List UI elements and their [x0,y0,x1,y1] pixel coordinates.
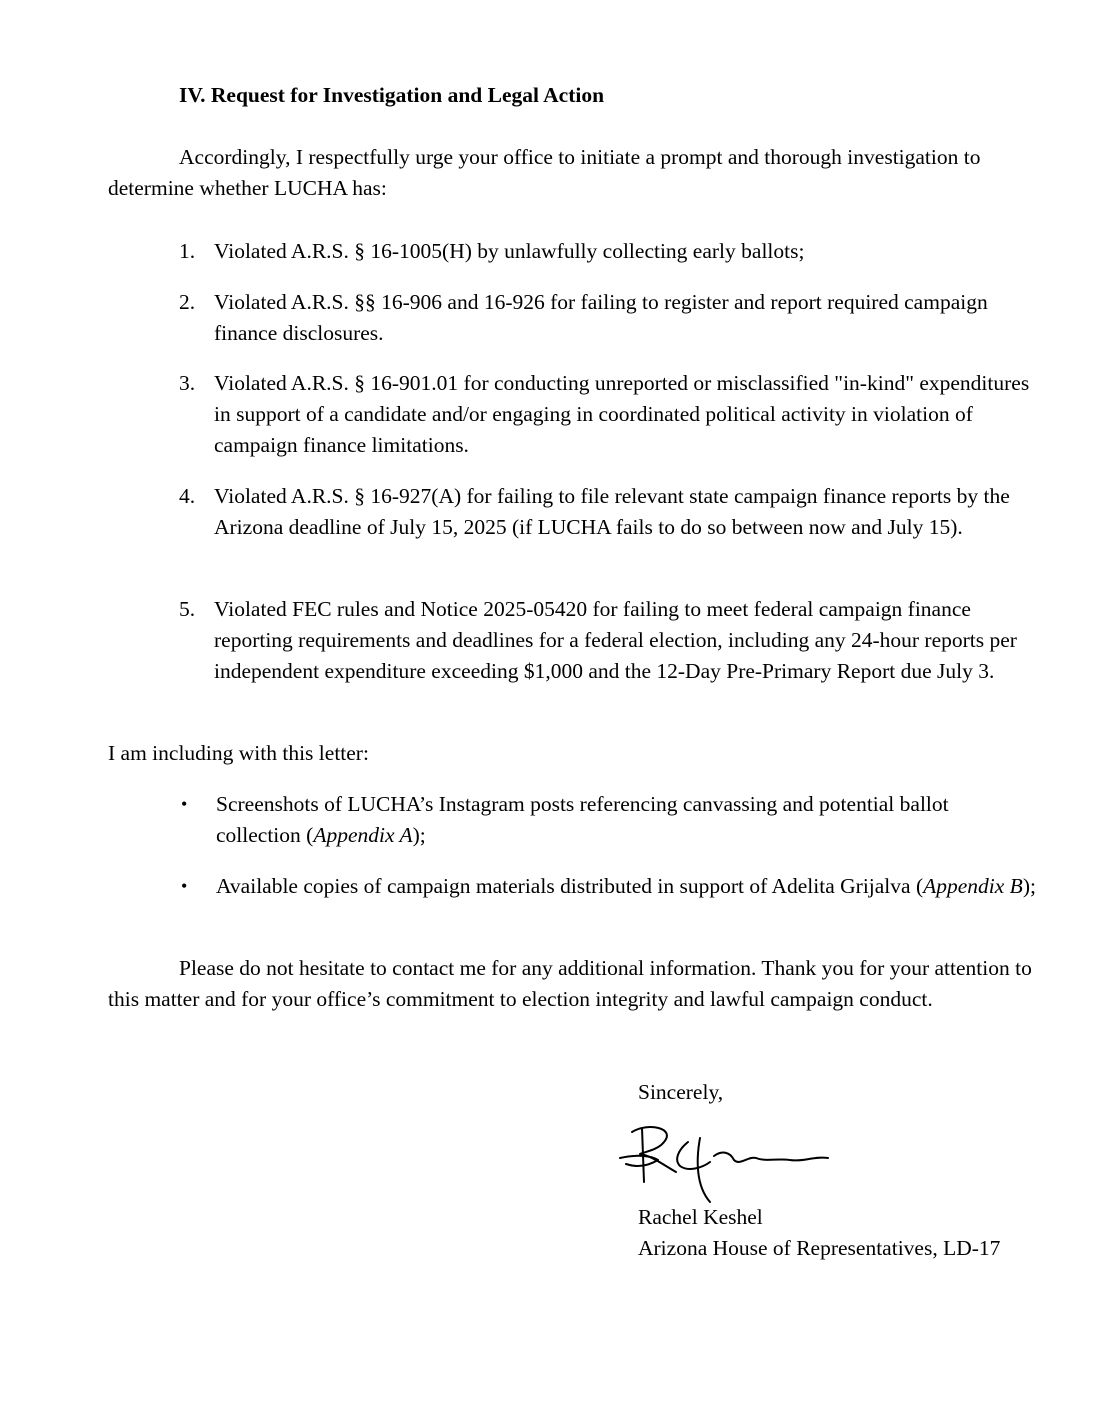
violation-item [179,594,1038,687]
violation-text: Violated FEC rules and Notice 2025-05420 for failing to meet federal campaign finance reporting requirements and deadlines for a federal election, including any 24-hour reports per independent expenditure exceeding $1,000 and the 12-Day Pre-Primary Report due July 3. [214,597,1017,683]
violation-item [179,481,1038,543]
violation-text: Violated A.R.S. § 16-1005(H) by unlawfully collecting early ballots; [214,239,805,263]
enclosure-text: Screenshots of LUCHA’s Instagram posts referencing canvassing and potential ballot collection (Appendix A); [216,792,949,847]
violation-text: Violated A.R.S. § 16-927(A) for failing to file relevant state campaign finance reports by the Arizona deadline of July 15, 2025 (if LUCHA fails to do so between now and July 15). [214,484,1010,539]
signer-name: Rachel Keshel [638,1205,763,1229]
appendix-reference: Appendix A [313,823,413,847]
section-heading: IV. Request for Investigation and Legal Action [179,83,605,107]
appendix-reference: Appendix B [923,874,1023,898]
violation-number: 2. [179,290,196,314]
violation-item [179,236,1038,267]
enclosure-text: Available copies of campaign materials distributed in support of Adelita Grijalva (Appendix B); [216,874,1036,898]
enclosure-item [179,789,1038,851]
violation-number: 4. [179,484,196,508]
violation-number: 5. [179,597,196,621]
violation-number: 1. [179,239,196,263]
bullet-marker: • [181,794,188,814]
violation-number: 3. [179,371,196,395]
valediction: Sincerely, [638,1080,724,1104]
enclosure-item [179,871,1038,902]
signer-title: Arizona House of Representatives, LD-17 [638,1236,1001,1260]
bullet-marker: • [181,876,188,896]
closing-paragraph: Please do not hesitate to contact me for any additional information. Thank you for your attention to this matter and for your office’s commitment to election integrity and lawful campaign conduct. [108,956,1032,1011]
violation-item [179,368,1038,461]
intro-paragraph: Accordingly, I respectfully urge your office to initiate a prompt and thorough investigation to determine whether LUCHA has: [108,145,981,200]
signature-image [618,1120,838,1210]
violation-text: Violated A.R.S. § 16-901.01 for conducting unreported or misclassified "in-kind" expenditures in support of a candidate and/or engaging in coordinated political activity in violation of campaign finance limitations. [214,371,1030,457]
violation-text: Violated A.R.S. §§ 16-906 and 16-926 for failing to register and report required campaign finance disclosures. [214,290,988,345]
enclosures-intro: I am including with this letter: [108,741,369,765]
violation-item [179,287,1038,349]
